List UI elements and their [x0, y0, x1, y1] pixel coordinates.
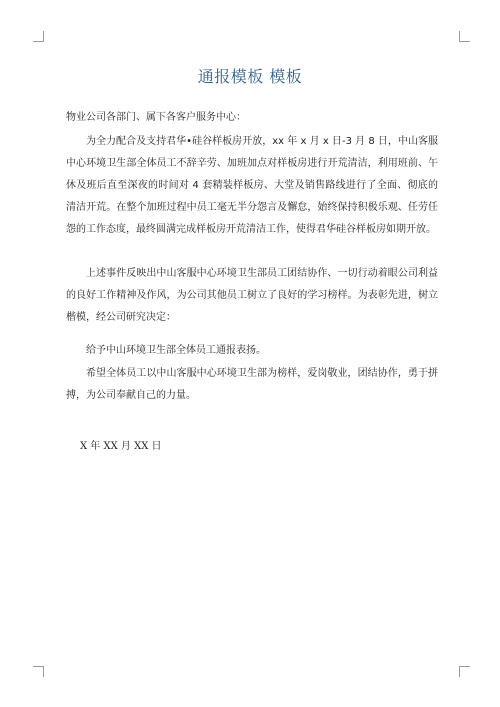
document-date: X 年 XX 月 XX 日 [80, 441, 162, 452]
paragraph-2: 上述事件反映出中山客服中心环境卫生部员工团结协作、一切行动着眼公司利益的良好工作精神及作风，为公司其他员工树立了良好的学习榜样。为表彰先进，树立楷模，经公司研究决定： [66, 268, 438, 323]
document-title: 通报模板 模板 [197, 67, 303, 86]
paragraph-3: 给予中山环境卫生部全体员工通报表扬。 [86, 345, 266, 356]
crop-mark-top-left [33, 31, 44, 42]
paragraph-4: 希望全体员工以中山客服中心环境卫生部为榜样，爱岗敬业，团结协作，勇于拼搏，为公司奉献自己的力量。 [66, 368, 438, 401]
crop-mark-top-right [459, 31, 470, 42]
crop-mark-bottom-right [459, 666, 470, 677]
salutation: 物业公司各部门、属下各客户服务中心： [66, 112, 246, 123]
paragraph-1: 为全力配合及支持君华•硅谷样板房开放，xx 年 x 月 x 日-3 月 8 日，中山客服中心环境卫生部全体员工不辞辛劳、加班加点对样板房进行开荒清洁，利用班前、午休及班后直至深夜的时间对 4 套精装样板房、大堂及销售路线进行了全面、彻底的清洁开荒。在整个加班过程中员工毫无半分怨言及懈怠，始终保持积极乐观、任劳任怨的工作态度，最终圆满完成样板房开荒清洁工作，使得君华硅谷样板房如期开放。 [66, 136, 438, 235]
crop-mark-bottom-left [33, 666, 44, 677]
